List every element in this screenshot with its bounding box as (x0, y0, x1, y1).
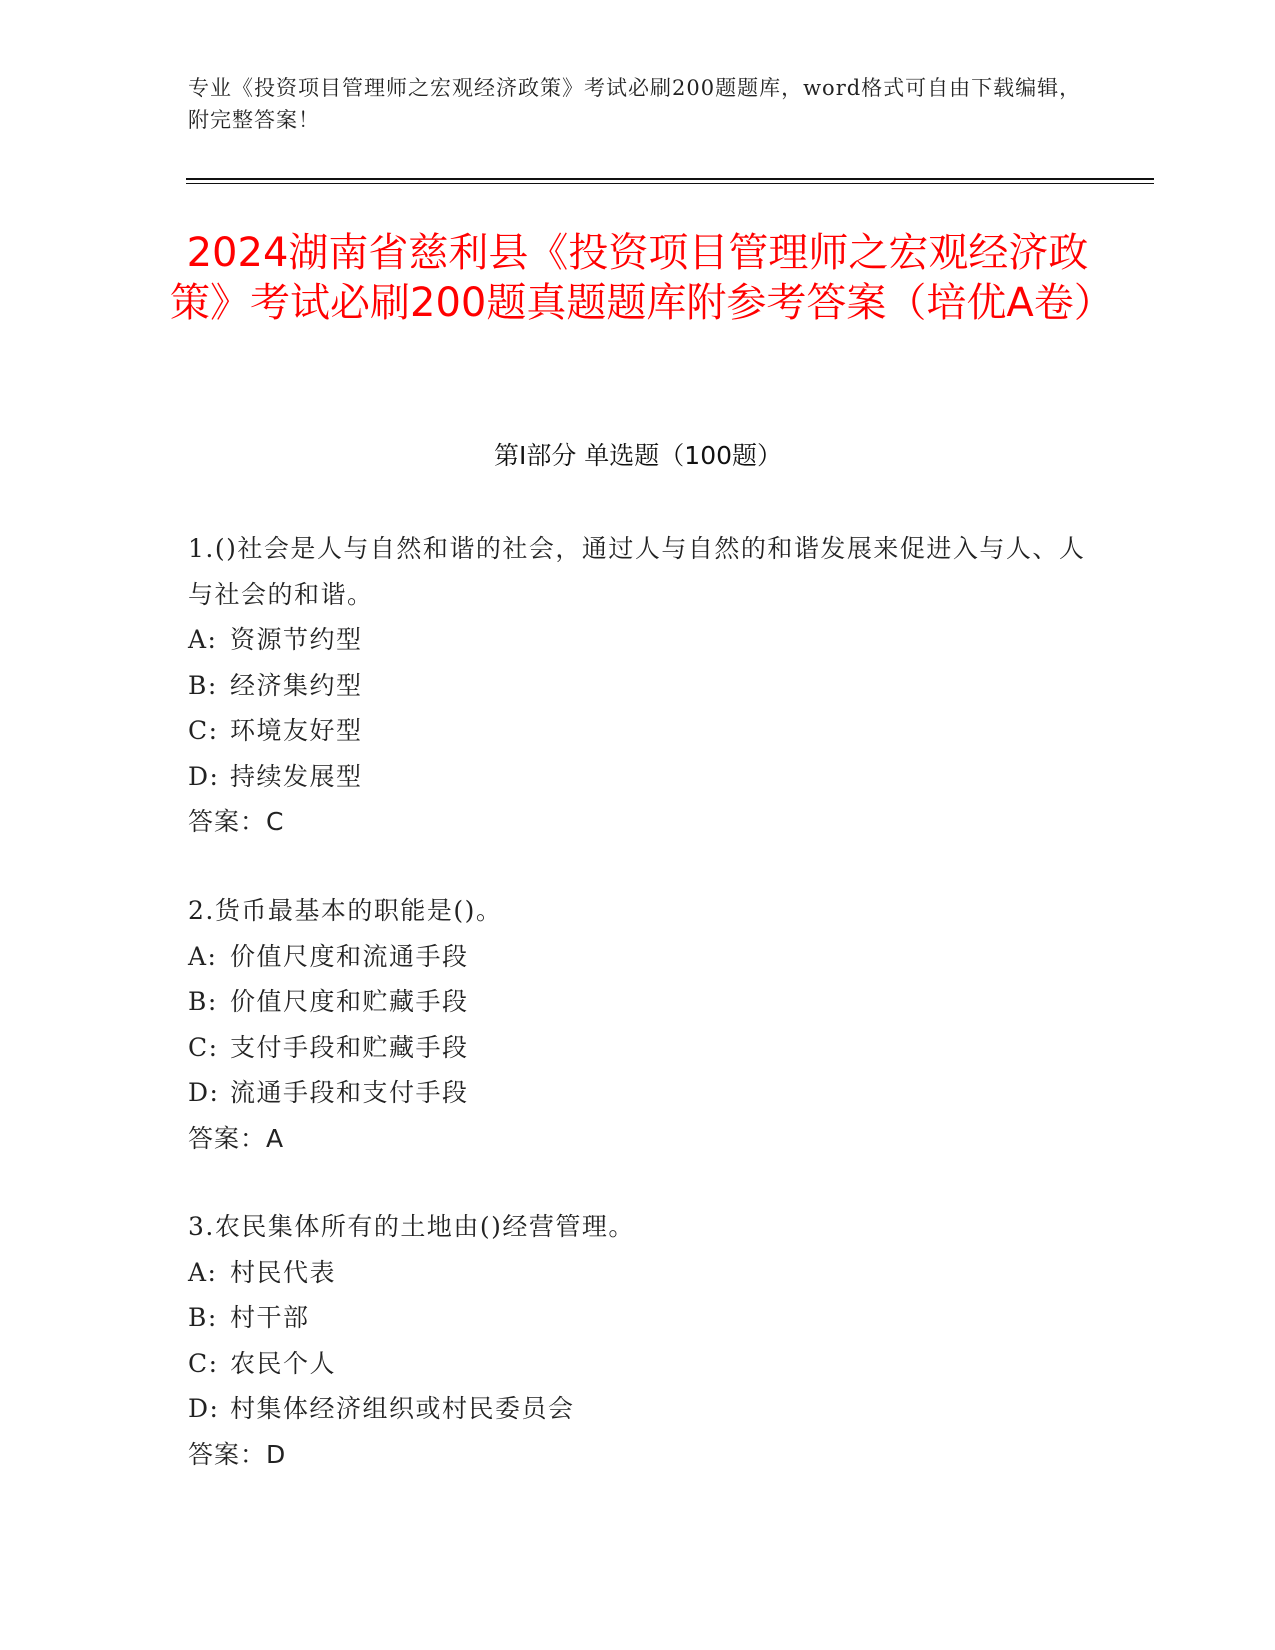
option-text: 持续发展型 (230, 761, 363, 791)
option-a (188, 934, 1088, 980)
question-3 (188, 1204, 1088, 1477)
question-stem: 1.()社会是人与自然和谐的社会，通过人与自然的和谐发展来促进入与人、人与社会的和谐。 (188, 534, 1086, 609)
option-letter: C: (188, 716, 219, 745)
option-text: 经济集约型 (230, 670, 363, 700)
option-b (188, 979, 1088, 1025)
option-letter: B: (188, 987, 218, 1016)
question-1 (188, 526, 1088, 845)
answer: 答案：C (188, 807, 285, 836)
document-title: 2024湖南省慈利县《投资项目管理师之宏观经济政策》考试必刷200题真题题库附参考答案（培优A卷） (170, 230, 1114, 326)
option-letter: D: (188, 761, 220, 791)
option-letter: B: (188, 1303, 218, 1332)
option-letter: B: (188, 670, 218, 700)
option-text: 价值尺度和贮藏手段 (230, 987, 469, 1016)
option-c (188, 708, 1088, 754)
option-b (188, 1295, 1088, 1341)
option-b (188, 663, 1088, 709)
option-letter: A: (188, 625, 218, 654)
option-text: 村集体经济组织或村民委员会 (230, 1394, 575, 1423)
option-text: 农民个人 (230, 1348, 337, 1378)
option-letter: A: (188, 1257, 218, 1287)
option-letter: D: (188, 1078, 220, 1107)
option-c (188, 1025, 1088, 1071)
option-text: 资源节约型 (230, 625, 363, 654)
header-rule-thick (186, 178, 1154, 180)
option-a (188, 1250, 1088, 1296)
question-2 (188, 888, 1088, 1161)
option-letter: C: (188, 1348, 219, 1378)
question-stem: 3.农民集体所有的土地由()经营管理。 (188, 1212, 635, 1241)
option-text: 价值尺度和流通手段 (230, 941, 469, 971)
option-text: 村民代表 (230, 1257, 337, 1287)
option-d (188, 1070, 1088, 1116)
option-text: 环境友好型 (230, 716, 363, 745)
answer: 答案：A (188, 1123, 285, 1153)
answer: 答案：D (188, 1439, 287, 1469)
option-letter: D: (188, 1394, 220, 1423)
option-text: 流通手段和支付手段 (230, 1078, 469, 1107)
option-a (188, 617, 1088, 663)
option-d (188, 754, 1088, 800)
option-c (188, 1341, 1088, 1387)
question-stem: 2.货币最基本的职能是()。 (188, 896, 503, 925)
section-heading: 第I部分 单选题（100题） (493, 441, 783, 470)
option-d (188, 1386, 1088, 1432)
option-letter: C: (188, 1032, 219, 1062)
option-letter: A: (188, 941, 218, 971)
option-text: 支付手段和贮藏手段 (230, 1032, 469, 1062)
header-rule-thin (186, 183, 1154, 184)
option-text: 村干部 (230, 1303, 310, 1332)
header-note: 专业《投资项目管理师之宏观经济政策》考试必刷200题题库，word格式可自由下载编辑，附完整答案！ (188, 76, 1082, 132)
